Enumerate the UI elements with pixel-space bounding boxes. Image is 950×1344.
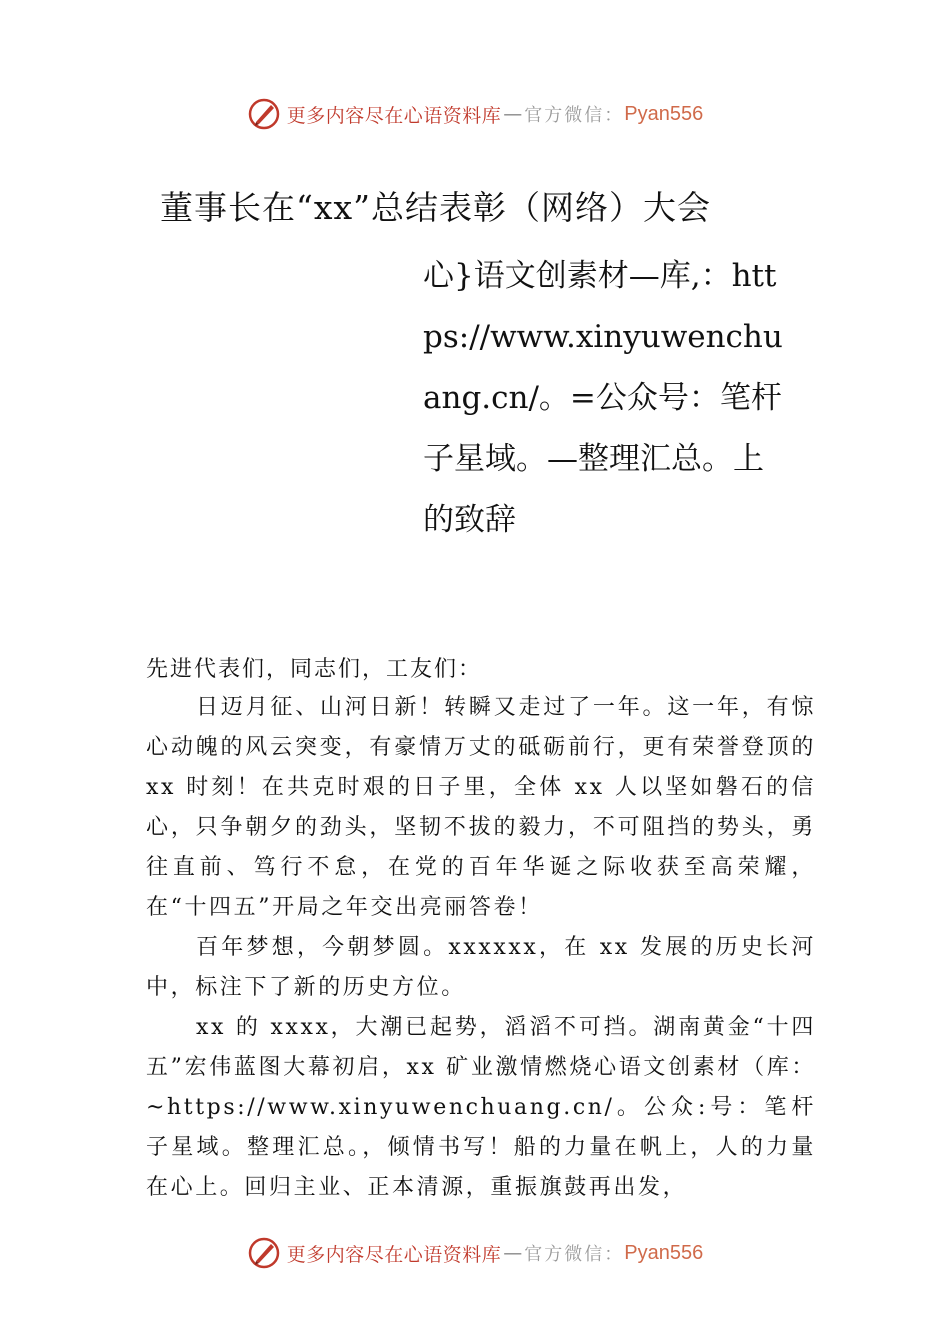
pen-logo-icon — [247, 1236, 281, 1270]
banner-site-text: 更多内容尽在心语资料库 — [286, 1243, 502, 1266]
footer-banner — [0, 1233, 950, 1273]
paragraph-3: xx 的 xxxx，大潮已起势，滔滔不可挡。湖南黄金“十四五”宏伟蓝图大幕初启，xx 矿业激情燃烧心语文创素材（库：~https://www.xinyuwenchuang.cn/。公众:号：笔杆子星域。整理汇总。，倾情书写！船的力量在帆上，人的力量在心上。回归主业、正本清源，重振旗鼓再出发， — [146, 1015, 816, 1200]
document-title: 董事长在“xx”总结表彰（网络）大会 — [160, 188, 711, 227]
banner-wechat-label: 官方微信： — [524, 1244, 625, 1265]
paragraph-2: 百年梦想，今朝梦圆。xxxxxx，在 xx 发展的历史长河中，标注下了新的历史方位。 — [146, 935, 816, 1000]
banner-wechat-id: Pyan556 — [624, 1241, 704, 1264]
header-banner — [0, 94, 950, 134]
banner-wechat-label: 官方微信： — [524, 105, 625, 126]
banner-wechat-id: Pyan556 — [624, 102, 704, 125]
banner-site-text: 更多内容尽在心语资料库 — [286, 104, 502, 127]
title-continuation: 心}语文创素材—库,：https://www.xinyuwenchuang.cn/。=公众号：笔杆子星域。—整理汇总。上的致辞 — [423, 258, 783, 538]
banner-separator: — — [503, 1242, 523, 1264]
pen-logo-icon — [247, 97, 281, 131]
salutation: 先进代表们，同志们，工友们： — [146, 657, 483, 682]
paragraph-1: 日迈月征、山河日新！转瞬又走过了一年。这一年，有惊心动魄的风云突变，有豪情万丈的砥砺前行，更有荣誉登顶的 xx 时刻！在共克时艰的日子里，全体 xx 人以坚如磐石的信心，只争朝夕的劲头，坚韧不拔的毅力，不可阻挡的势头，勇往直前、笃行不怠，在党的百年华诞之际收获至高荣耀，在“十四五”开局之年交出亮丽答卷！ — [146, 695, 816, 920]
banner-separator: — — [503, 103, 523, 125]
